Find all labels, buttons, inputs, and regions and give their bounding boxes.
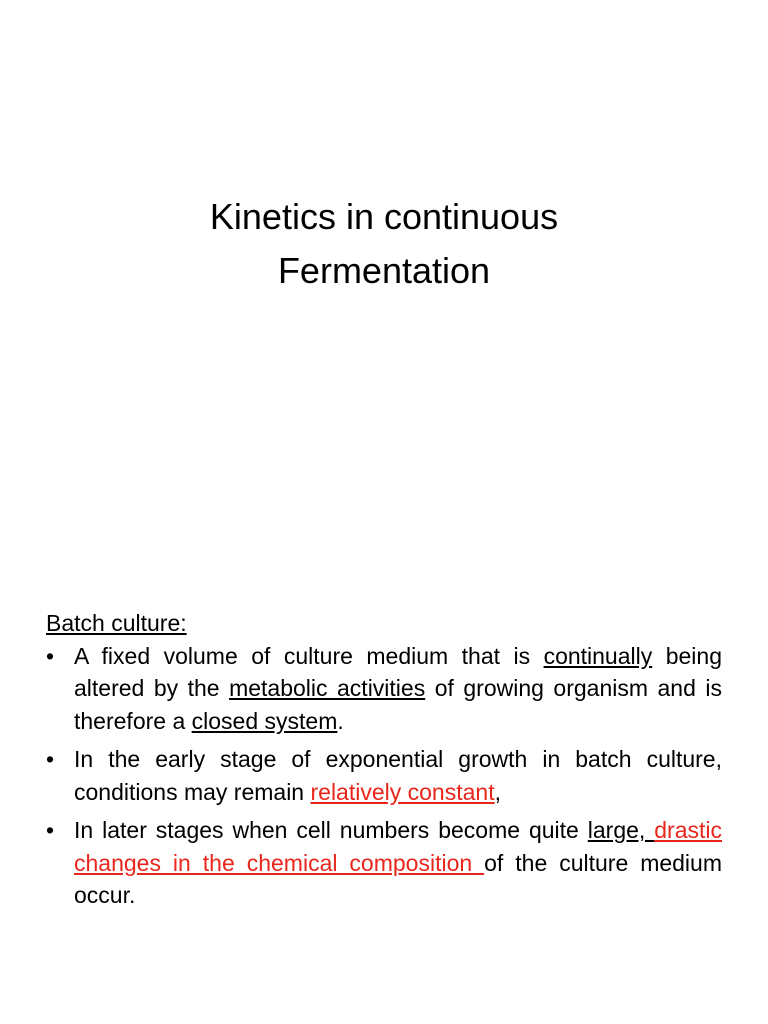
section-heading: Batch culture: xyxy=(46,610,187,636)
slide-body xyxy=(46,607,722,912)
bullet-item-2 xyxy=(46,743,722,808)
bullet-1-text-1: A fixed volume of culture medium that is xyxy=(74,642,544,669)
bullet-3-underlined-large: large, xyxy=(587,817,655,843)
bullet-item-1 xyxy=(46,640,722,738)
title-line-2: Fermentation xyxy=(277,250,491,291)
bullet-item-3 xyxy=(46,814,722,912)
bullet-2-highlight-relatively-constant: relatively constant xyxy=(310,778,495,805)
bullet-3-text-1: In later stages when cell numbers become quite xyxy=(74,817,588,843)
slide-title xyxy=(60,190,708,298)
bullet-marker: • xyxy=(46,746,55,772)
bullet-marker: • xyxy=(46,817,55,843)
bullet-3-text-2: of the culture medium occur. xyxy=(74,849,722,908)
bullet-1-underlined-metabolic-activities: metabolic activities xyxy=(229,675,426,701)
bullet-list xyxy=(46,640,722,912)
bullet-1-text-4: . xyxy=(337,707,344,734)
bullet-marker: • xyxy=(46,642,55,669)
bullet-3-highlight-drastic-changes: drastic changes in the chemical composition xyxy=(74,817,722,876)
bullet-1-text-2: being altered by the xyxy=(74,642,722,701)
bullet-1-underlined-continually: continually xyxy=(543,642,653,669)
bullet-1-text-3: of growing organism and is therefore a xyxy=(74,675,722,734)
bullet-2-text-2: , xyxy=(494,778,501,805)
bullet-2-text-1: In the early stage of exponential growth in batch culture, conditions may remain xyxy=(74,746,722,805)
bullet-1-underlined-closed-system: closed system xyxy=(191,707,338,734)
title-line-1: Kinetics in continuous xyxy=(209,196,559,237)
